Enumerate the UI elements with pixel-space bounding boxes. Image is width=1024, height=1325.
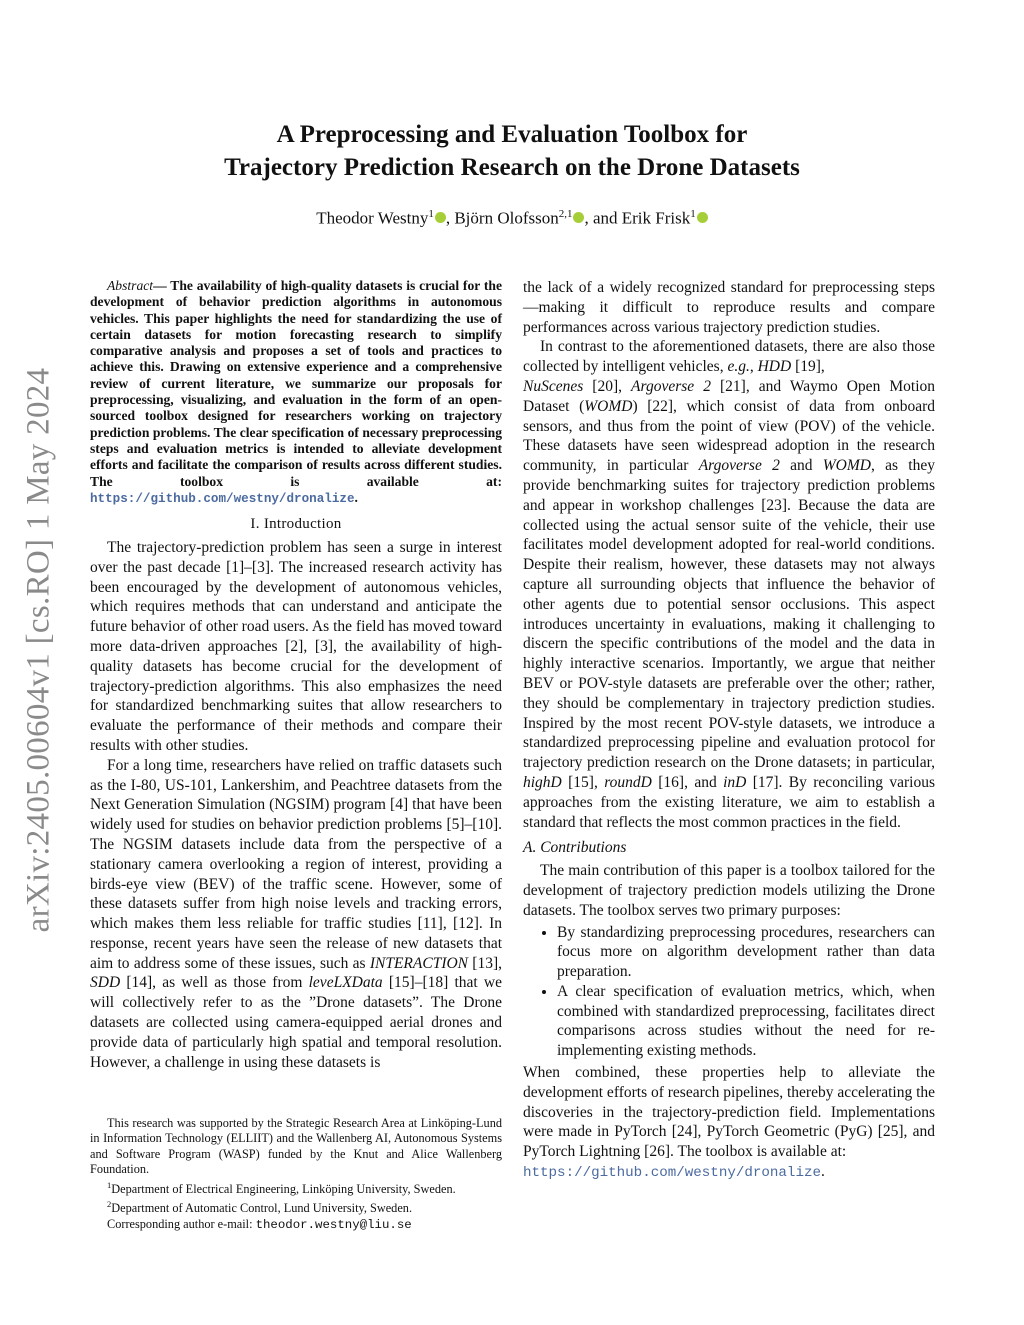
affiliation-1 xyxy=(90,1178,502,1198)
text-run: . xyxy=(821,1163,825,1181)
title-line-1: A Preprocessing and Evaluation Toolbox for xyxy=(276,121,748,148)
intro-paragraph-2 xyxy=(90,756,502,1073)
affil-mark: 1 xyxy=(107,1179,112,1190)
section-heading-introduction: I. Introduction xyxy=(250,516,342,533)
left-column xyxy=(90,278,502,1072)
dataset-name: WOMD xyxy=(584,397,633,415)
affil-mark: 2,1 xyxy=(558,208,573,220)
text-run: When combined, these properties help to alleviate the development efforts of research pipelines, thereby accelerating the discoveries in the trajectory-prediction field. Implementations were made in PyTorch [24], PyTorch Geometric (PyG) [25], and PyTorch Lightning [26]. The toolbox is available at: xyxy=(523,1064,935,1161)
list-item: • By standardizing preprocessing procedures, researchers can focus more on algorithm development rather than data preparation. xyxy=(557,923,935,982)
contrib-closing xyxy=(523,1063,935,1184)
text-run: In contrast to the aforementioned datasets, there are also those collected by intelligent vehicles, xyxy=(523,338,935,376)
affiliation-2 xyxy=(90,1197,502,1217)
dataset-name: inD xyxy=(723,773,747,791)
dataset-name: INTERACTION xyxy=(369,954,469,972)
dataset-name: roundD xyxy=(604,773,652,791)
text-run: For a long time, researchers have relied on traffic datasets such as the I-80, US-101, Lankershim, and Peachtree datasets from the Next Generation Simulation (NGSIM) program [4] that have been widely used for studies on behavior prediction problems [5]–[10]. The NGSIM datasets include data from the perspective of a stationary camera overlooking a region of interest, providing a birds-eye view (BEV) of the traffic scene. However, some of these datasets suffer from high noise levels and tracking errors, which makes them less reliable for traffic studies [11], [12]. In response, recent years have seen the release of new datasets that aim to address some of these issues, such as xyxy=(90,756,502,972)
arxiv-identifier: arXiv:2405.00604v1 [cs.RO] 1 May 2024 xyxy=(20,367,57,933)
abstract-repo-link[interactable]: https://github.com/westny/dronalize xyxy=(90,491,355,506)
orcid-icon[interactable] xyxy=(697,212,708,223)
affiliation-text: Department of Automatic Control, Lund University, Sweden. xyxy=(111,1201,413,1216)
corresponding-author xyxy=(90,1217,502,1233)
right-paragraph-0: the lack of a widely recognized standard for preprocessing steps—making it difficult to reproduce results and compare performances across various trajectory prediction studies. xyxy=(523,279,935,336)
affil-mark: 2 xyxy=(107,1199,112,1210)
text-run: ) [22], which consist of data from onboard sensors, and thus from the point of view (POV) of the vehicle. These datasets have seen widespread adoption in the research community, in particular xyxy=(523,397,935,475)
affil-mark: 1 xyxy=(690,208,696,220)
abstract-text: The availability of high-quality datasets is crucial for the development of behavior prediction algorithms in autonomous vehicles. This paper highlights the need for standardizing the use of certain datasets for motion forecasting research to simplify comparative analysis and proposes a set of tools and practices to achieve this. Drawing on extensive experience and a comprehensive review of current literature, we summarize our proposals for preprocessing, visualizing, and evaluation in the form of an open-sourced toolbox designed for researchers working on trajectory prediction problems. The clear specification of necessary preprocessing steps and evaluation metrics is intended to alleviate development efforts and facilitate the comparison of results across different studies. The toolbox is available at: xyxy=(90,278,502,489)
right-paragraph-1 xyxy=(523,337,935,832)
affiliation-text: Department of Electrical Engineering, Linköping University, Sweden. xyxy=(111,1181,456,1196)
author-olofsson: Björn Olofsson xyxy=(454,208,559,228)
dataset-name: Argoverse 2 xyxy=(631,377,711,395)
dataset-name: leveLXData xyxy=(308,974,383,992)
author-separator: , xyxy=(445,208,455,228)
corr-label: Corresponding author e-mail: xyxy=(107,1216,256,1231)
funding-note: This research was supported by the Strategic Research Area at Linköping-Lund in Information Technology (ELLIIT) and the Wallenberg AI, Autonomous Systems and Software Program (WASP) funded by the Knut and Alice Wallenberg Foundation. xyxy=(90,1116,502,1177)
paper-title xyxy=(120,118,904,184)
text-run: [21], and Waymo Open Motion Dataset ( xyxy=(523,377,935,415)
affil-mark: 1 xyxy=(428,208,434,220)
text-run: [14], as well as those from xyxy=(120,974,309,992)
author-list xyxy=(120,208,904,229)
right-column xyxy=(523,278,935,1184)
intro-paragraph-1: The trajectory-prediction problem has seen a surge in interest over the past decade [1]–[3]. The increased research activity has been encouraged by the development of autonomous vehicles, which requires methods that can understand and anticipate the future behavior of other road users. As the field has moved toward more data-driven approaches [2], [3], the availability of high-quality datasets has become crucial for the development of trajectory-prediction algorithms. This also emphasizes the need for standardized benchmarking suites that allow researchers to evaluate the performance of their methods and compare their results with other studies. xyxy=(90,538,502,754)
text-run: , as they provide benchmarking suites for trajectory prediction problems and appear in workshop challenges [23]. Because the data are collected using the actual sensor suite of the vehicle, their use facilitates model development adopted for real-world conditions. Despite their realism, however, these datasets may not always capture all surrounding objects that influence the behavior of other agents due to potential sensor occlusions. This aspect introduces uncertainty in evaluations, making it challenging to discern the specific contributions of the model and the data in highly interactive scenarios. Importantly, we argue that neither BEV or POV-style datasets are preferable over the other; rather, they should be complementary in trajectory prediction studies. Inspired by the most recent POV-style datasets, we introduce a standardized preprocessing pipeline and evaluation protocol for trajectory prediction research on the Drone datasets; in particular, xyxy=(523,457,935,772)
dataset-name: HDD xyxy=(757,358,792,376)
corr-email-link[interactable]: theodor.westny@liu.se xyxy=(255,1217,412,1232)
abstract-label: Abstract xyxy=(107,278,154,293)
text-run: [20], xyxy=(583,377,632,395)
dataset-name: Argoverse 2 xyxy=(698,457,780,475)
text-run: [16], and xyxy=(651,773,724,791)
text-run: [13], xyxy=(468,954,502,972)
orcid-icon[interactable] xyxy=(435,212,446,223)
arxiv-sidebar xyxy=(14,330,64,970)
abstract-dash: — xyxy=(153,278,171,293)
author-separator: , and xyxy=(584,208,622,228)
dataset-name: highD xyxy=(523,773,562,791)
list-item: • A clear specification of evaluation metrics, which, when combined with standardized preprocessing, facilitates direct comparisons across studies without the need for re-implementing existing methods. xyxy=(557,982,935,1061)
author-frisk: Erik Frisk xyxy=(621,208,691,228)
abstract-end: . xyxy=(354,489,358,505)
text-run: and xyxy=(779,457,823,475)
footnotes xyxy=(90,1116,502,1233)
contrib-list xyxy=(523,923,935,1062)
abstract xyxy=(90,278,502,507)
subsection-heading-contributions: A. Contributions xyxy=(523,839,627,857)
author-westny: Theodor Westny xyxy=(316,208,429,228)
text-run: [15]–[18] that we will collectively refer to as the ”Drone datasets”. The Drone datasets are collected using camera-equipped aerial drones and provide data of particularly high spatial and temporal resolution. However, a challenge in using these datasets is xyxy=(90,974,502,1071)
dataset-name: NuScenes xyxy=(523,377,584,395)
text-run: [19], xyxy=(791,358,825,376)
abbrev: e.g. xyxy=(727,358,750,376)
repo-link[interactable]: https://github.com/westny/dronalize xyxy=(523,1165,821,1182)
orcid-icon[interactable] xyxy=(573,212,584,223)
text-run: [15], xyxy=(561,773,605,791)
dataset-name: SDD xyxy=(90,974,121,992)
title-line-2: Trajectory Prediction Research on the Drone Datasets xyxy=(224,154,800,181)
contrib-intro: The main contribution of this paper is a toolbox tailored for the development of trajectory prediction models utilizing the Drone datasets. The toolbox serves two primary purposes: xyxy=(523,862,935,919)
dataset-name: WOMD xyxy=(822,457,871,475)
text-run: , xyxy=(749,358,758,376)
text-run: [17]. By reconciling various approaches from the existing literature, we aim to establish a standard that reflects the most common practices in the field. xyxy=(523,773,936,831)
